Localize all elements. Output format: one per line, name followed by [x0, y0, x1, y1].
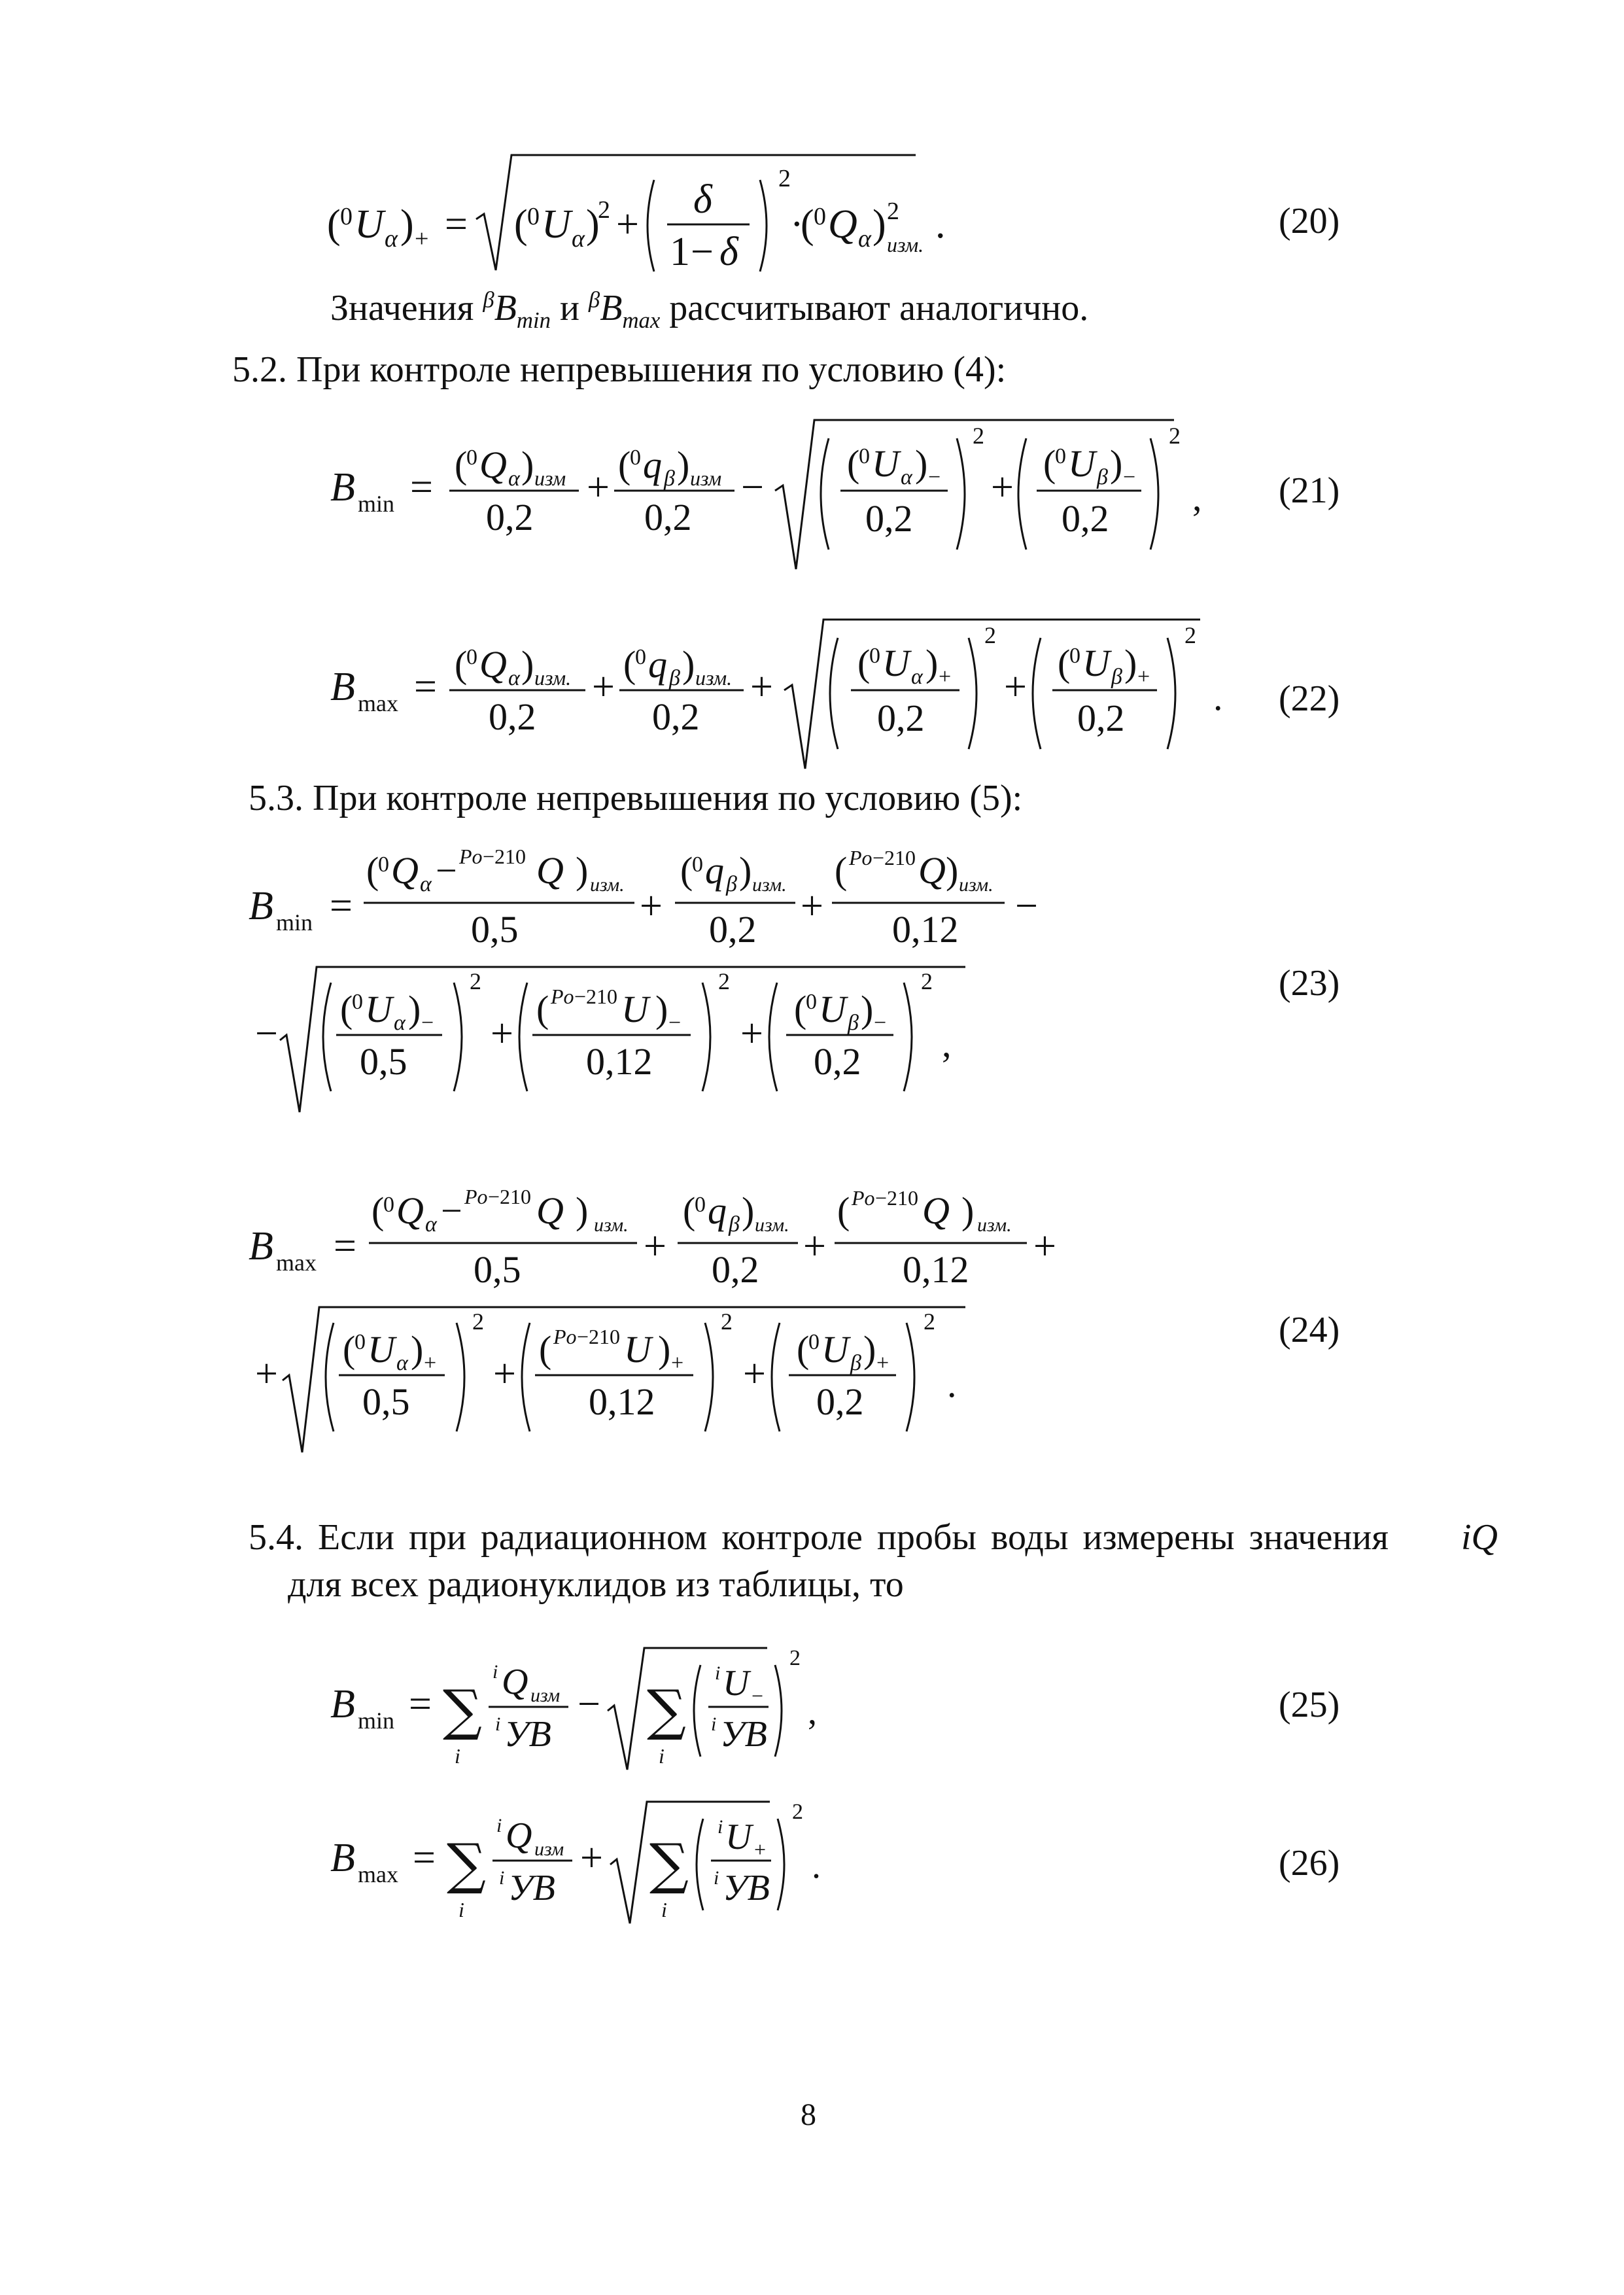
formula-23	[249, 837, 1164, 1125]
svg-text:−210: −210	[577, 1325, 621, 1348]
svg-text:−210: −210	[574, 985, 618, 1008]
svg-text:(: (	[1043, 442, 1056, 485]
svg-text:i: i	[714, 1867, 719, 1889]
svg-text:β: β	[1097, 465, 1108, 489]
svg-text:+: +	[424, 1351, 437, 1375]
svg-text:0,12: 0,12	[892, 908, 959, 951]
paragraph-5-4-text: 5.4. Если при радиационном контроле пробы воды измерены значения	[249, 1517, 1389, 1558]
svg-text:(: (	[801, 202, 814, 247]
svg-text:max: max	[358, 690, 398, 716]
svg-text:изм: изм	[530, 1685, 561, 1706]
svg-text:2: 2	[789, 1646, 801, 1670]
min-subscript: min	[516, 307, 551, 334]
svg-text:2: 2	[778, 165, 791, 192]
svg-text:(: (	[680, 849, 693, 892]
svg-text:q: q	[648, 643, 667, 686]
svg-text:B: B	[249, 1224, 273, 1269]
svg-text:0,12: 0,12	[586, 1040, 653, 1083]
svg-text:0,2: 0,2	[712, 1248, 759, 1291]
beta-superscript-2: β	[588, 287, 600, 313]
svg-text:i: i	[717, 1816, 723, 1838]
svg-text:2: 2	[470, 968, 481, 994]
svg-text:): )	[925, 642, 939, 684]
svg-text:): )	[411, 1328, 424, 1371]
equation-number-20: (20)	[1279, 201, 1340, 241]
svg-text:+: +	[740, 1011, 763, 1056]
svg-text:q: q	[643, 444, 662, 486]
svg-text:−210: −210	[875, 1186, 919, 1210]
svg-text:.: .	[1213, 676, 1223, 718]
svg-text:α: α	[396, 1351, 408, 1375]
svg-text:B: B	[330, 665, 355, 709]
svg-text:Q: Q	[391, 849, 419, 892]
svg-text:U: U	[872, 442, 899, 485]
svg-text:max: max	[276, 1250, 317, 1276]
svg-text:β: β	[669, 666, 680, 690]
svg-text:+: +	[415, 225, 429, 253]
svg-text:изм.: изм.	[755, 1214, 789, 1236]
svg-text:2: 2	[721, 1308, 733, 1335]
svg-text:=: =	[409, 1682, 432, 1726]
svg-text:изм: изм	[690, 466, 722, 490]
svg-text:2: 2	[984, 622, 996, 648]
svg-text:изм.: изм.	[534, 666, 572, 690]
svg-text:.: .	[947, 1363, 957, 1405]
svg-text:Q: Q	[506, 1815, 532, 1856]
formula-21	[330, 412, 1207, 582]
svg-text:δ: δ	[693, 177, 712, 222]
svg-text:(: (	[366, 849, 379, 892]
svg-text:−: −	[1015, 884, 1038, 928]
svg-text:min: min	[358, 491, 395, 517]
svg-text:): )	[739, 849, 752, 892]
equation-number-22: (22)	[1279, 678, 1340, 719]
svg-text:B: B	[330, 465, 355, 510]
svg-text:): )	[400, 202, 414, 247]
svg-text:): )	[576, 1189, 589, 1232]
svg-text:.: .	[812, 1846, 821, 1886]
svg-text:0,5: 0,5	[474, 1248, 521, 1291]
svg-text:,: ,	[1192, 476, 1202, 519]
svg-text:β: β	[850, 1351, 861, 1375]
svg-text:изм: изм	[534, 466, 566, 490]
svg-text:i: i	[458, 1898, 464, 1921]
formula-25	[330, 1639, 827, 1776]
svg-text:Q: Q	[502, 1662, 528, 1702]
svg-text:U: U	[354, 202, 384, 247]
svg-text:(: (	[327, 202, 341, 247]
svg-text:U: U	[365, 988, 392, 1030]
b-symbol: B	[494, 288, 517, 328]
svg-text:1: 1	[670, 230, 690, 274]
svg-text:0,2: 0,2	[486, 496, 534, 538]
svg-text:0,5: 0,5	[362, 1380, 410, 1423]
svg-text:+: +	[1033, 1224, 1056, 1269]
svg-text:Po: Po	[551, 985, 574, 1008]
svg-text:α: α	[508, 466, 520, 491]
svg-text:.: .	[935, 202, 946, 247]
svg-text:0: 0	[354, 1330, 366, 1354]
svg-text:=: =	[410, 465, 433, 510]
svg-text:): )	[861, 988, 874, 1030]
svg-text:U: U	[723, 1663, 750, 1704]
svg-text:): )	[521, 643, 534, 686]
page-number: 8	[801, 2097, 816, 2132]
svg-text:(: (	[455, 643, 468, 686]
svg-text:0,5: 0,5	[360, 1040, 407, 1083]
svg-text:0,2: 0,2	[816, 1380, 864, 1423]
svg-text:−: −	[668, 1011, 682, 1035]
svg-text:УВ: УВ	[720, 1714, 767, 1755]
svg-text:−: −	[578, 1682, 600, 1726]
svg-text:U: U	[368, 1328, 395, 1371]
paragraph-5-2: 5.2. При контроле непревышения по условию (4):	[232, 349, 1007, 390]
text-tail: рассчитывают аналогично.	[669, 288, 1089, 328]
svg-text:): )	[1110, 442, 1123, 485]
svg-text:изм.: изм.	[695, 666, 733, 690]
svg-text:0,2: 0,2	[709, 908, 757, 951]
svg-text:0,2: 0,2	[1077, 697, 1125, 739]
svg-text:(: (	[1058, 642, 1071, 684]
svg-text:i: i	[499, 1867, 505, 1889]
svg-text:0: 0	[466, 645, 477, 669]
formula-20	[327, 141, 955, 291]
svg-text:α: α	[508, 666, 520, 690]
svg-text:α: α	[385, 225, 398, 253]
svg-text:0: 0	[859, 444, 870, 468]
max-subscript: max	[622, 307, 661, 334]
svg-text:+: +	[493, 1352, 516, 1396]
svg-text:0: 0	[352, 990, 363, 1014]
svg-text:∑: ∑	[647, 1678, 686, 1742]
svg-text:(: (	[797, 1328, 810, 1371]
svg-text:B: B	[249, 884, 273, 928]
svg-text:Q: Q	[536, 849, 564, 892]
svg-text:=: =	[445, 202, 468, 247]
svg-text:β: β	[726, 872, 737, 896]
svg-text:0: 0	[527, 203, 540, 230]
svg-text:+: +	[750, 665, 773, 709]
svg-text:2: 2	[973, 423, 984, 449]
svg-text:U: U	[821, 1328, 849, 1371]
svg-text:Po: Po	[459, 845, 483, 868]
svg-text:0,2: 0,2	[877, 697, 925, 739]
svg-text:изм: изм	[534, 1838, 564, 1860]
svg-text:U: U	[624, 1328, 651, 1371]
formula-22	[330, 612, 1246, 782]
svg-text:Q: Q	[918, 849, 946, 892]
svg-text:+: +	[803, 1224, 826, 1269]
svg-text:+: +	[991, 465, 1014, 510]
svg-text:−: −	[691, 230, 714, 274]
svg-text:Q: Q	[536, 1189, 564, 1232]
svg-text:Q: Q	[828, 202, 857, 247]
svg-text:0: 0	[340, 203, 353, 230]
svg-text:(: (	[847, 442, 860, 485]
svg-text:изм.: изм.	[752, 874, 787, 896]
svg-text:i: i	[715, 1662, 721, 1684]
svg-text:·: ·	[790, 202, 804, 247]
svg-text:i: i	[496, 1815, 502, 1836]
svg-text:): )	[586, 202, 600, 247]
svg-text:): )	[655, 988, 668, 1030]
equation-number-26: (26)	[1279, 1843, 1340, 1883]
svg-text:+: +	[743, 1352, 766, 1396]
svg-text:+: +	[587, 465, 610, 510]
svg-text:0: 0	[635, 645, 646, 669]
svg-text:(: (	[857, 642, 871, 684]
svg-text:(: (	[371, 1189, 385, 1232]
svg-text:0,2: 0,2	[1062, 497, 1109, 540]
svg-text:min: min	[276, 909, 313, 936]
svg-text:0,5: 0,5	[471, 908, 519, 951]
svg-text:2: 2	[1184, 622, 1196, 648]
svg-text:,: ,	[808, 1692, 817, 1732]
svg-text:−: −	[1123, 465, 1136, 489]
svg-text:0: 0	[695, 1193, 706, 1217]
svg-text:2: 2	[718, 968, 730, 994]
svg-text:=: =	[330, 884, 353, 928]
text-and: и	[559, 288, 579, 328]
svg-text:−: −	[421, 1011, 434, 1035]
svg-text:∑: ∑	[443, 1678, 482, 1742]
svg-text:0: 0	[383, 1193, 394, 1217]
svg-text:min: min	[358, 1708, 395, 1734]
svg-text:): )	[742, 1189, 755, 1232]
paragraph-beta-analogy	[330, 285, 1088, 335]
svg-text:,: ,	[942, 1023, 952, 1065]
svg-text:+: +	[580, 1836, 603, 1880]
svg-text:0: 0	[466, 446, 477, 470]
svg-text:(: (	[623, 643, 636, 686]
svg-text:α: α	[425, 1212, 437, 1236]
svg-text:Q: Q	[396, 1189, 424, 1232]
svg-text:0: 0	[692, 852, 703, 877]
svg-text:+: +	[592, 665, 615, 709]
svg-text:0,12: 0,12	[589, 1380, 655, 1423]
svg-text:−: −	[928, 465, 941, 489]
svg-text:i: i	[495, 1713, 501, 1735]
svg-text:0: 0	[1069, 644, 1080, 668]
svg-text:−: −	[752, 1684, 764, 1708]
beta-superscript: β	[483, 287, 494, 313]
svg-text:−: −	[441, 1189, 462, 1232]
svg-text:U: U	[725, 1817, 752, 1857]
svg-text:δ: δ	[719, 230, 738, 274]
svg-text:Po: Po	[852, 1186, 875, 1210]
svg-text:−210: −210	[488, 1185, 532, 1208]
svg-text:−: −	[741, 465, 764, 510]
svg-text:β: β	[664, 466, 675, 491]
svg-text:(: (	[794, 988, 807, 1030]
equation-number-25: (25)	[1279, 1685, 1340, 1725]
svg-text:+: +	[754, 1838, 767, 1861]
svg-text:): )	[863, 1328, 876, 1371]
svg-text:i: i	[711, 1713, 717, 1735]
equation-number-24: (24)	[1279, 1310, 1340, 1350]
svg-text:2: 2	[924, 1308, 935, 1335]
b-symbol-2: B	[600, 288, 623, 328]
svg-text:B: B	[330, 1836, 355, 1880]
svg-text:i: i	[661, 1898, 667, 1921]
svg-text:(: (	[683, 1189, 696, 1232]
svg-text:Q: Q	[479, 444, 507, 486]
svg-text:U: U	[1082, 642, 1110, 684]
svg-text:Po: Po	[849, 846, 872, 869]
svg-text:+: +	[939, 665, 952, 689]
svg-text:α: α	[901, 465, 912, 489]
svg-text:2: 2	[1169, 423, 1181, 449]
svg-text:U: U	[1068, 442, 1096, 485]
svg-text:): )	[408, 988, 421, 1030]
svg-text:∑: ∑	[649, 1832, 689, 1896]
svg-text:Po: Po	[553, 1325, 577, 1348]
svg-text:U: U	[882, 642, 910, 684]
svg-text:i: i	[492, 1661, 498, 1683]
svg-text:УВ: УВ	[723, 1868, 770, 1908]
svg-text:α: α	[858, 225, 871, 253]
svg-text:β: β	[1111, 665, 1122, 689]
svg-text:+: +	[671, 1351, 684, 1375]
svg-text:i: i	[659, 1744, 665, 1768]
svg-text:УВ: УВ	[504, 1714, 551, 1755]
svg-text:0: 0	[806, 990, 817, 1014]
svg-text:−210: −210	[483, 845, 527, 868]
svg-text:−: −	[874, 1011, 887, 1035]
svg-text:α: α	[394, 1011, 406, 1035]
iq-symbol: iQ	[1461, 1517, 1498, 1558]
svg-text:(: (	[536, 988, 549, 1030]
svg-text:0: 0	[814, 203, 826, 230]
svg-text:2: 2	[472, 1308, 484, 1335]
svg-text:(: (	[340, 988, 353, 1030]
svg-text:i: i	[455, 1744, 460, 1768]
svg-text:(: (	[835, 849, 848, 892]
svg-text:0,2: 0,2	[652, 695, 700, 738]
svg-text:+: +	[640, 884, 663, 928]
svg-text:=: =	[413, 1836, 436, 1880]
svg-text:α: α	[572, 225, 585, 253]
svg-text:): )	[576, 849, 589, 892]
svg-text:=: =	[334, 1224, 356, 1269]
svg-text:): )	[915, 442, 928, 485]
equation-number-21: (21)	[1279, 470, 1340, 511]
svg-text:−210: −210	[872, 846, 916, 869]
svg-text:Po: Po	[464, 1185, 488, 1208]
paragraph-5-4-line-2: для всех радионуклидов из таблицы, то	[288, 1564, 904, 1605]
svg-text:): )	[521, 444, 534, 486]
svg-text:изм.: изм.	[590, 874, 625, 896]
svg-text:0: 0	[1055, 444, 1066, 468]
svg-text:Q: Q	[479, 643, 507, 686]
svg-text:2: 2	[598, 196, 610, 224]
svg-text:+: +	[1004, 665, 1027, 709]
svg-text:): )	[682, 643, 695, 686]
svg-text:max: max	[358, 1861, 398, 1887]
svg-text:): )	[961, 1189, 975, 1232]
svg-text:U: U	[621, 988, 649, 1030]
svg-text:0,2: 0,2	[644, 496, 692, 538]
svg-text:изм.: изм.	[594, 1214, 629, 1236]
svg-text:β: β	[848, 1011, 859, 1035]
svg-text:q: q	[705, 849, 724, 892]
svg-text:(: (	[837, 1189, 850, 1232]
svg-text:0: 0	[630, 446, 641, 470]
svg-text:УВ: УВ	[508, 1868, 555, 1908]
svg-text:(: (	[514, 202, 528, 247]
svg-text:Q: Q	[922, 1189, 950, 1232]
svg-text:изм.: изм.	[977, 1214, 1012, 1236]
svg-text:+: +	[876, 1351, 890, 1375]
svg-text:+: +	[616, 202, 639, 247]
formula-24	[249, 1178, 1164, 1465]
svg-text:α: α	[420, 872, 432, 896]
svg-text:(: (	[539, 1328, 552, 1371]
svg-text:0: 0	[378, 852, 389, 877]
paragraph-5-3: 5.3. При контроле непревышения по условию (5):	[249, 778, 1023, 818]
svg-text:+: +	[255, 1352, 278, 1396]
svg-text:−: −	[436, 849, 457, 892]
svg-text:0,2: 0,2	[865, 497, 913, 540]
svg-text:): )	[872, 202, 886, 247]
svg-text:0,2: 0,2	[814, 1040, 861, 1083]
svg-text:U: U	[819, 988, 846, 1030]
svg-text:+: +	[491, 1011, 513, 1056]
svg-text:+: +	[1137, 665, 1150, 689]
svg-text:0,2: 0,2	[489, 695, 536, 738]
svg-text:0: 0	[808, 1330, 820, 1354]
svg-text:2: 2	[921, 968, 933, 994]
svg-text:): )	[1124, 642, 1137, 684]
svg-text:): )	[677, 444, 690, 486]
svg-text:U: U	[542, 202, 571, 247]
svg-text:0: 0	[869, 644, 880, 668]
paragraph-5-4-line-1	[249, 1515, 1498, 1560]
text-lead: Значения	[330, 288, 474, 328]
svg-text:β: β	[729, 1212, 740, 1236]
svg-text:+: +	[644, 1224, 666, 1269]
svg-text:−: −	[255, 1011, 278, 1056]
svg-text:=: =	[414, 665, 437, 709]
svg-text:2: 2	[887, 198, 899, 225]
svg-text:0,12: 0,12	[903, 1248, 969, 1291]
svg-text:2: 2	[792, 1800, 803, 1824]
meas-subscript: изм.	[887, 233, 924, 256]
svg-text:α: α	[911, 665, 923, 689]
formula-26	[330, 1793, 827, 1930]
svg-text:): )	[946, 849, 959, 892]
svg-text:): )	[658, 1328, 671, 1371]
svg-text:+: +	[801, 884, 823, 928]
svg-text:(: (	[618, 444, 631, 486]
svg-text:(: (	[455, 444, 468, 486]
svg-text:(: (	[343, 1328, 356, 1371]
svg-text:B: B	[330, 1682, 355, 1726]
svg-text:∑: ∑	[447, 1832, 486, 1896]
svg-text:q: q	[708, 1189, 727, 1232]
equation-number-23: (23)	[1279, 963, 1340, 1004]
svg-text:изм.: изм.	[959, 874, 993, 896]
